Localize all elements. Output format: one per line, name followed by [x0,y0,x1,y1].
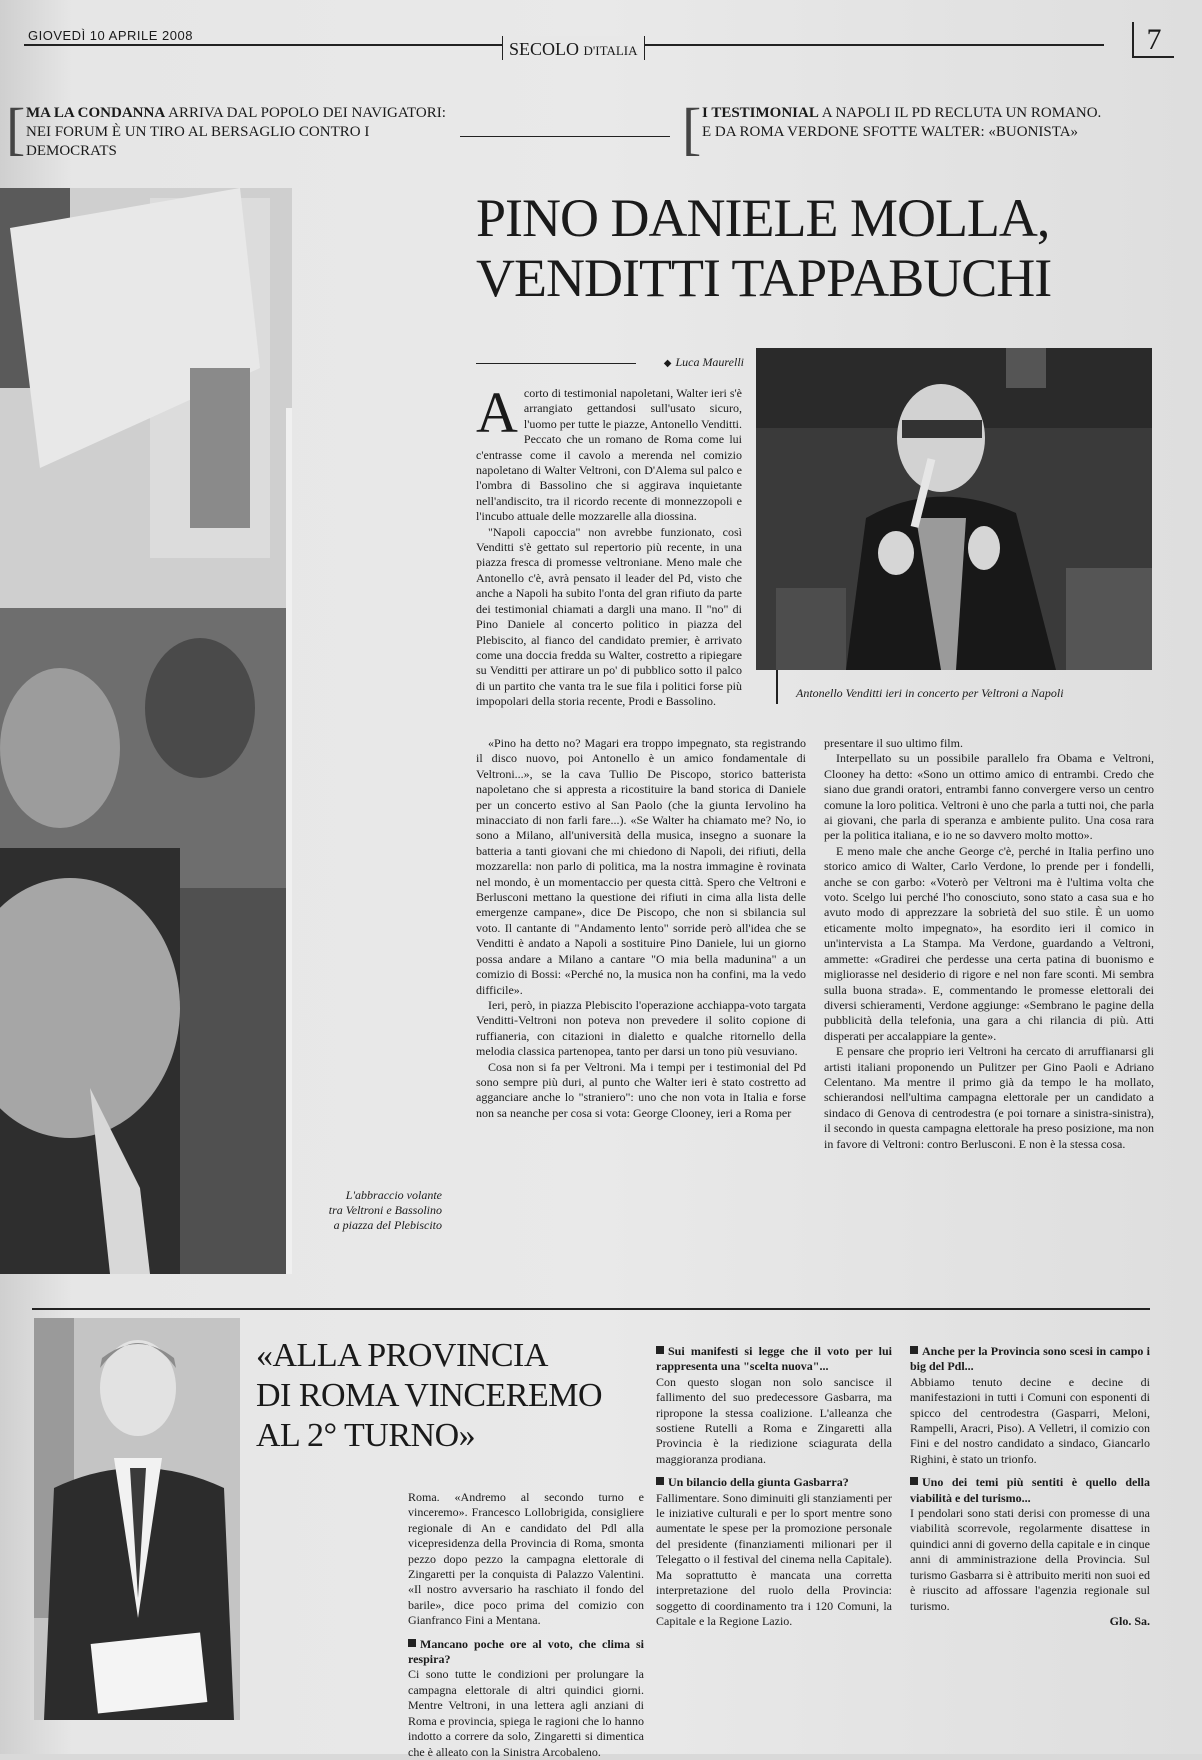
kicker-left-line1 [26,104,456,123]
side-caption [296,1188,442,1233]
venditti-photo-image [756,348,1152,670]
byline-rule [476,363,636,364]
interview-question-5-text: Uno dei temi più sentiti è quello della viabilità e del turismo... [910,1475,1150,1505]
main-headline-line2: VENDITTI TAPPABUCHI [476,248,1052,308]
kicker-right-text1: A NAPOLI IL PD RECLUTA UN ROMANO. [821,105,1102,121]
interview-headline-line2: DI ROMA VINCEREMO [256,1377,603,1414]
lollobrigida-photo [34,1318,240,1720]
article-column-2 [824,736,1154,1152]
venditti-photo [756,348,1152,670]
article-column-1a [476,380,742,710]
kicker-right-lead: I TESTIMONIAL [702,105,819,121]
venditti-photo-caption: Antonello Venditti ieri in concerto per Veltroni a Napoli [796,686,1064,700]
kicker-right-line1 [702,104,1162,123]
article-column-1b [476,736,806,1121]
interview-question-2-text: Sui manifesti si legge che il voto per lui rappresenta una "scelta nuova"... [656,1344,892,1374]
article-paragraph-8: E meno male che anche George c'è, perché in Italia perfino uno storico amico di Walter, Carlo Verdone, lo prende per i fondelli, anche se con garbo: «Voterò per Veltroni ma è l'ultima volta che voto. Scelgo lui perché l'ho conosciuto, sono stato a casa sua e ho avuto modo di apprezzare la sobrietà del suo stile. È un uomo eticamente molto impegnato», ha esordito ieri il comico in un'intervista a La Stampa. Ma Verdone, guardando a Veltroni, ammette: «Gradirei che perdesse una certa patina di buonismo e migliorasse nel desiderio di rigore e nel non fare sconti. Mi sembra sulla buona strada». E, commentando le promesse elettorali dei diversi schieramenti, Verdone aggiunge: «Sembrano le pagine della pubblicità della telefonia, una gara a chi rilancia di più. Atti disperati per accalappiare la gente». [824,843,1154,1043]
kicker-right-line2: E DA ROMA VERDONE SFOTTE WALTER: «BUONISTA» [702,124,1079,140]
article-paragraph-9: E pensare che proprio ieri Veltroni ha cercato di arruffianarsi gli artisti italiani proponendo un Pulitzer per Gino Paoli e Adriano Celentano. Ma mentre il primo già da tempo le ha mollato, schierandosi nell'ultima campagna elettorale per un candidato a sindaco di Genova di centrodestra (e poi tornare a sinistra-sinistra), il secondo in questa campagna elettorale ha preso posizione, ma non in favore di Veltroni: contro Berlusconi. E non è la stessa cosa. [824,1044,1154,1151]
masthead [24,22,1174,62]
interview-answer-4: Abbiamo tenuto decine e decine di manifestazioni in tutti i Comuni con esponenti di spicco del centrodestra (Gasparri, Meloni, Rampelli, Aracri, Piso). A Velletri, il comizio con Fini e del nostro candidato a sindaco, Giancarlo Righini, è stato un trionfo. [910,1374,1150,1466]
interview-question-1-text: Mancano poche ore al voto, che clima si respira? [408,1636,644,1667]
bracket-icon: [ [682,96,702,161]
author-signature: Glo. Sa. [1109,1613,1150,1628]
article-paragraph-7: Interpellato su un possibile parallelo fra Obama e Veltroni, Clooney ha detto: «Sono un ottimo amico di entrambi. Credo che siano due grandi oratori, entrambi fanno convergere verso un centro comune la loro politica. Veltroni è uno che parla a tutti noi, che parla ai giovani, che parla di speranza e ambiente pulito. Una cosa rara per la politica italiana, e io ne so davvero molto motto». [824,751,1154,843]
interview-question-3 [656,1475,892,1490]
byline-author: Luca Maurelli [675,355,744,369]
interview-intro: Roma. «Andremo al secondo turno e vinceremo». Francesco Lollobrigida, consigliere regionale di An e candidato del Pdl alla vicepresidenza della Provincia di Roma, smonta pezzo dopo pezzo la campagna elettorale di Zingaretti per la conquista di Palazzo Valentini. «Il nostro avversario ha raschiato il fondo del barile», dice poco prima del comizio con Gianfranco Fini a Mentana. [408,1490,644,1628]
interview-question-5 [910,1475,1150,1506]
paper-name-main: SECOLO [509,39,580,59]
interview-headline [256,1336,636,1456]
article-paragraph-4: Ieri, però, in piazza Plebiscito l'operazione acchiappa-voto targata Venditti-Veltroni non poteva non prevedere il solito copione di ruffianeria, con citazioni in dialetto e qualche ritornello della melodia classica partenopea, tanto per darsi un tono più vesuviano. [476,997,806,1059]
interview-answer-1: Ci sono tutte le condizioni per prolungare la campagna elettorale di altri quindici giorni. Mentre Veltroni, in una lettera agli anziani di Roma e provincia, spiega le ragioni che lo hanno indotto a correre da solo, Zingaretti si dimentica che è alleato con la Sinistra Arcobaleno. [408,1667,644,1759]
interview-answer-3: Fallimentare. Sono diminuiti gli stanziamenti per le iniziative culturali e per lo sport mentre sono aumentate le spese per la promozione personale del presidente (finanziamenti milionari per il Telegatto o il festival del cinema nella Capitale). Ma soprattutto è mancata una corretta interpretazione del ruolo della Provincia: soggetto di coordinamento tra i 120 Comuni, la Capitale e la Regione Lazio. [656,1490,892,1628]
byline [476,355,744,370]
square-bullet-icon [656,1477,664,1485]
square-bullet-icon [910,1477,918,1485]
paper-name-sub: D'ITALIA [583,43,638,58]
square-bullet-icon [408,1639,416,1647]
interview-headline-line1: «ALLA PROVINCIA [256,1337,548,1374]
main-headline-line1: PINO DANIELE MOLLA, [476,188,1050,248]
article-paragraph-5: Cosa non si fa per Veltroni. Ma i tempi per i testimonial del Pd sono sempre più duri, al punto che Walter ieri è stato costretto ad agganciare anche lo "straniero": uno che non vota in Italia e forse non sa neanche per cosa si vota: George Clooney, ieri a Roma per [476,1059,806,1120]
square-bullet-icon [656,1346,664,1354]
dropcap: A [476,380,518,445]
side-caption-line1: L'abbraccio volante [345,1188,442,1202]
side-caption-line3: a piazza del Plebiscito [333,1218,442,1232]
interview-question-4-text: Anche per la Provincia sono scesi in campo i big del Pdl... [910,1344,1150,1374]
lollobrigida-photo-image [34,1318,240,1720]
article-paragraph-6: presentare il suo ultimo film. [824,736,963,750]
kicker-left-line2: NEI FORUM È UN TIRO AL BERSAGLIO CONTRO I DEMOCRATS [26,124,370,159]
kicker-divider [460,136,670,137]
interview-headline-line3: AL 2° TURNO» [256,1417,476,1454]
bracket-icon: [ [6,96,26,161]
interview-answer-5: I pendolari sono stati derisi con promesse di una viabilità scorrevole, regolarmente disattese in quindici anni di governo della capitale e in cinque anni di amministrazione della Provincia. Sul turismo Gasbarra si è attribuito meriti non suoi ed è riuscito ad affossare l'agenzia regionale sul turismo. [910,1506,1150,1613]
side-caption-line2: tra Veltroni e Bassolino [328,1203,442,1217]
article-paragraph-1 [476,380,742,525]
interview-question-2 [656,1344,892,1375]
rally-photo [0,188,292,1274]
interview-answer-2: Con questo slogan non solo sancisce il fallimento del suo predecessore Gasbarra, ma ripropone la stessa coalizione. L'alleanza che sostiene Rutelli a Roma e Zingaretti alla Provincia è la riedizione sciagurata della maggioranza prodiana. [656,1374,892,1466]
photo-caption-rule [776,670,778,704]
issue-date: GIOVEDÌ 10 APRILE 2008 [28,28,193,43]
square-bullet-icon [910,1346,918,1354]
rally-photo-image [0,188,292,1274]
section-divider [32,1308,1150,1310]
interview-column-2 [656,1336,892,1629]
main-headline [476,188,1126,308]
kicker-left-text1: ARRIVA DAL POPOLO DEI NAVIGATORI: [168,105,446,121]
interview-question-3-text: Un bilancio della giunta Gasbarra? [668,1475,849,1490]
diamond-icon: ◆ [663,358,672,369]
paper-name [502,36,645,60]
kicker-right[interactable] [682,96,1162,161]
article-paragraph-1-text: corto di testimonial napoletani, Walter ieri s'è arrangiato gettandosi sull'usato sicuro, l'uomo per tutte le piazze, Antonello Venditti. Peccato che un romano de Roma come lui c'entrasse come il cavolo a merenda nel comizio napoletano di Walter Veltroni, con D'Alema sul palco e l'ombra di Bassolino che si aggirava inquietante nell'andiscito, tra il ricordo recente di monnezzopoli e l'incubo attuale delle mozzarelle alla diossina. [476,386,742,524]
interview-question-4 [910,1344,1150,1375]
interview-column-1 [408,1490,644,1760]
interview-question-1 [408,1637,644,1668]
interview-column-3 [910,1336,1150,1629]
kicker-left[interactable] [6,96,456,161]
kicker-left-lead: MA LA CONDANNA [26,105,166,121]
page-number: 7 [1132,22,1174,58]
article-paragraph-3: «Pino ha detto no? Magari era troppo impegnato, sta registrando il disco nuovo, poi Antonello è un amico fondamentale di Veltroni...», se la cava Tullio De Piscopo, storico batterista napoletano che si appresta a ricostituire la band storica di Daniele per un concerto estivo al San Paolo (che la giunta Iervolino ha minacciato di non farli fare...). «Se Walter ha chiamato me? No, io sono a Milano, all'università della musica, insegno a suonare la batteria a tanti giovani che mi chiedono di Napoli, dei rifiuti, della mozzarella: non parlo di politica, ma la nostra immagine è rovinata nel mondo, è un momentaccio per questa città. Spero che Veltroni e Berlusconi mettano la questione dei rifiuti in cima alla lista delle emergenze campane», dice De Piscopo, che non si sbilancia sul voto. Il cantante di "Andamento lento" sorride però all'idea che se Venditti è andato a Napoli a sostituire Pino Daniele, lui un giorno possa andare a Milano a cantare "O mia bella madunina" a un comizio di Bossi: «Perché no, la musica non ha confini, ma la vedo difficile». [476,736,806,997]
article-paragraph-2: "Napoli capoccia" non avrebbe funzionato, così Venditti s'è gettato sul repertorio più recente, in una piazza fresca di promesse veltroniane. Meno male che Antonello c'è, avrà pensato il leader del Pd, visto che anche a Napoli ha subito l'onta del gran rifiuto da parte dei testimonial chiamati a dargli una mano. Il "no" di Pino Daniele al concerto politico in piazza del Plebiscito, al fianco del candidato premier, è arrivato come una doccia fredda su Walter, costretto a ripiegare su Venditti per attirare un po' di pubblico sotto il palco di un partito che vanta tra le sue fila i politici forse più impopolari della storia recente, Prodi e Bassolino. [476,524,742,709]
